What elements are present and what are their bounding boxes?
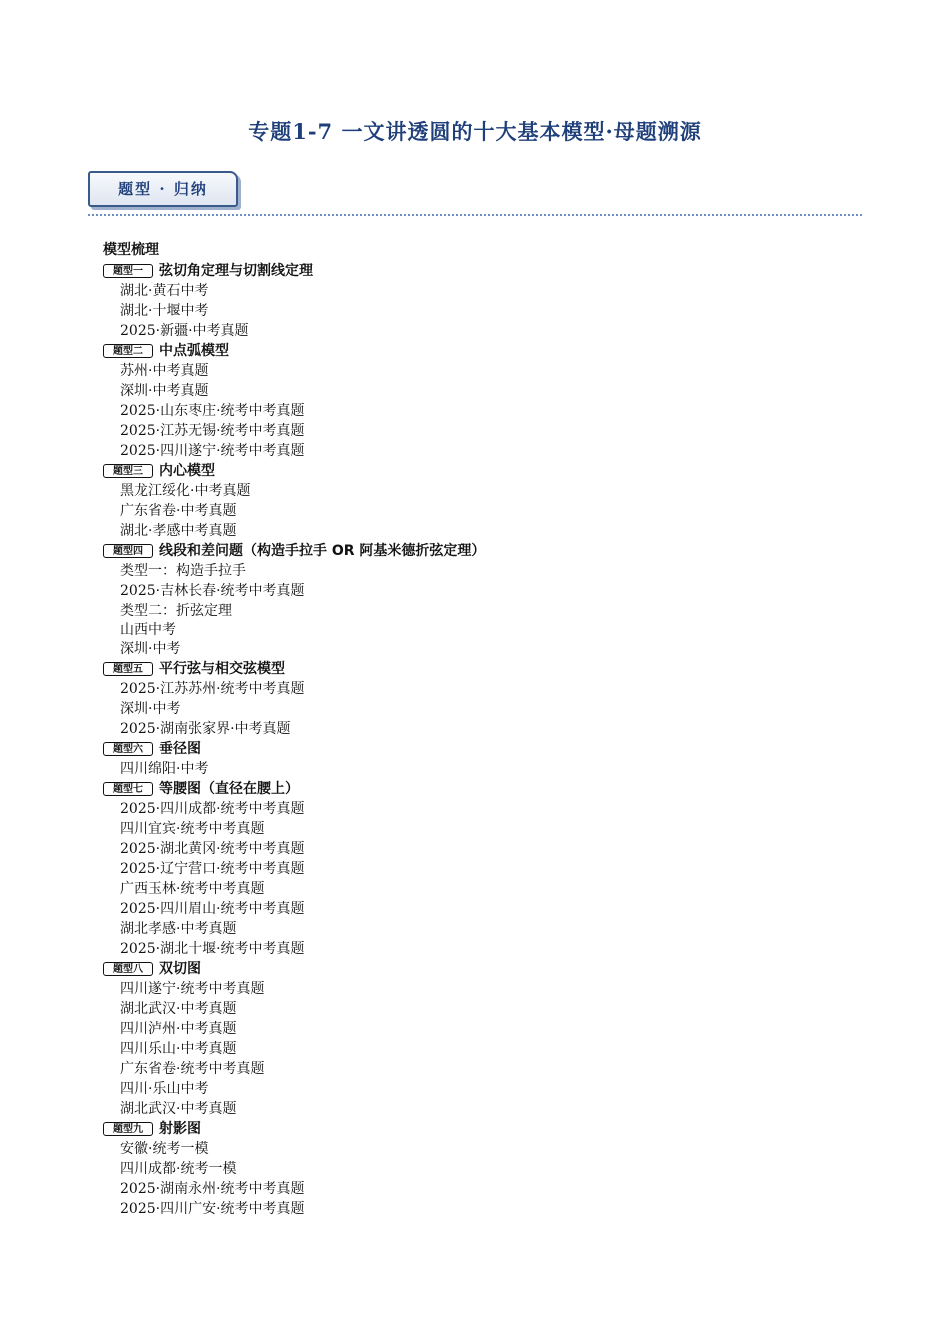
outline-item[interactable]: 山西中考 (120, 622, 176, 638)
section-title: 内心模型 (159, 463, 215, 479)
outline-item[interactable]: 2025·湖南永州·统考中考真题 (120, 1181, 305, 1197)
section-heading[interactable] (103, 659, 863, 679)
section-tag: 题型九 (103, 1122, 153, 1136)
outline-item[interactable]: 2025·江苏苏州·统考中考真题 (120, 681, 305, 697)
outline-item[interactable]: 湖北武汉·中考真题 (120, 1101, 237, 1117)
section-heading[interactable] (103, 959, 863, 979)
outline-item[interactable]: 湖北孝感·中考真题 (120, 921, 237, 937)
outline-item[interactable]: 2025·辽宁营口·统考中考真题 (120, 861, 305, 877)
outline-item[interactable]: 黑龙江绥化·中考真题 (120, 483, 251, 499)
outline-item[interactable]: 2025·湖北十堰·统考中考真题 (120, 941, 305, 957)
section-banner: 题型 · 归纳 (88, 171, 238, 207)
outline-sections (103, 261, 863, 1219)
outline-item[interactable]: 2025·新疆·中考真题 (120, 323, 249, 339)
outline-item[interactable]: 广东省卷·中考真题 (120, 503, 237, 519)
outline-item[interactable]: 湖北·孝感中考真题 (120, 523, 237, 539)
section-tag: 题型四 (103, 544, 153, 558)
section-heading[interactable] (103, 1119, 863, 1139)
section-title: 等腰图（直径在腰上） (159, 781, 299, 797)
dotted-divider (88, 214, 862, 216)
outline-item[interactable]: 湖北·十堰中考 (120, 303, 209, 319)
outline-item[interactable]: 四川遂宁·统考中考真题 (120, 981, 265, 997)
section-title: 平行弦与相交弦模型 (159, 661, 285, 677)
section-heading[interactable] (103, 341, 863, 361)
outline-item[interactable]: 四川绵阳·中考 (120, 761, 209, 777)
section-tag: 题型六 (103, 742, 153, 756)
section-title: 弦切角定理与切割线定理 (159, 263, 313, 279)
outline-item[interactable]: 2025·四川遂宁·统考中考真题 (120, 443, 305, 459)
model-outline (103, 240, 863, 1219)
section-tag: 题型一 (103, 264, 153, 278)
section-title: 中点弧模型 (159, 343, 229, 359)
section-tag: 题型七 (103, 782, 153, 796)
outline-item[interactable]: 四川成都·统考一模 (120, 1161, 237, 1177)
outline-item[interactable]: 四川泸州·中考真题 (120, 1021, 237, 1037)
outline-item[interactable]: 湖北武汉·中考真题 (120, 1001, 237, 1017)
outline-item[interactable]: 深圳·中考 (120, 641, 181, 657)
outline-item[interactable]: 2025·湖北黄冈·统考中考真题 (120, 841, 305, 857)
section-heading[interactable] (103, 541, 863, 561)
section-tag: 题型二 (103, 344, 153, 358)
outline-item[interactable]: 2025·湖南张家界·中考真题 (120, 721, 291, 737)
outline-heading: 模型梳理 (103, 242, 159, 258)
outline-item[interactable]: 2025·吉林长春·统考中考真题 (120, 583, 305, 599)
section-tag: 题型五 (103, 662, 153, 676)
outline-item[interactable]: 苏州·中考真题 (120, 363, 209, 379)
page-title: 专题1-7 一文讲透圆的十大基本模型·母题溯源 (248, 119, 702, 144)
outline-item[interactable]: 湖北·黄石中考 (120, 283, 209, 299)
outline-item[interactable]: 类型二：折弦定理 (120, 603, 232, 619)
outline-item[interactable]: 深圳·中考 (120, 701, 181, 717)
outline-item[interactable]: 2025·山东枣庄·统考中考真题 (120, 403, 305, 419)
outline-item[interactable]: 广西玉林·统考中考真题 (120, 881, 265, 897)
section-heading[interactable] (103, 779, 863, 799)
section-tag: 题型三 (103, 464, 153, 478)
section-heading[interactable] (103, 461, 863, 481)
outline-item[interactable]: 2025·江苏无锡·统考中考真题 (120, 423, 305, 439)
section-title: 双切图 (159, 961, 201, 977)
outline-item[interactable]: 广东省卷·统考中考真题 (120, 1061, 265, 1077)
section-title: 射影图 (159, 1121, 201, 1137)
section-heading[interactable] (103, 739, 863, 759)
outline-item[interactable]: 2025·四川眉山·统考中考真题 (120, 901, 305, 917)
outline-item[interactable]: 类型一：构造手拉手 (120, 563, 246, 579)
outline-item[interactable]: 四川宜宾·统考中考真题 (120, 821, 265, 837)
section-title: 垂径图 (159, 741, 201, 757)
outline-item[interactable]: 安徽·统考一模 (120, 1141, 209, 1157)
section-heading[interactable] (103, 261, 863, 281)
section-title: 线段和差问题（构造手拉手 OR 阿基米德折弦定理） (159, 543, 486, 559)
outline-item[interactable]: 2025·四川广安·统考中考真题 (120, 1201, 305, 1217)
outline-item[interactable]: 2025·四川成都·统考中考真题 (120, 801, 305, 817)
section-tag: 题型八 (103, 962, 153, 976)
outline-item[interactable]: 四川·乐山中考 (120, 1081, 209, 1097)
outline-item[interactable]: 深圳·中考真题 (120, 383, 209, 399)
outline-item[interactable]: 四川乐山·中考真题 (120, 1041, 237, 1057)
